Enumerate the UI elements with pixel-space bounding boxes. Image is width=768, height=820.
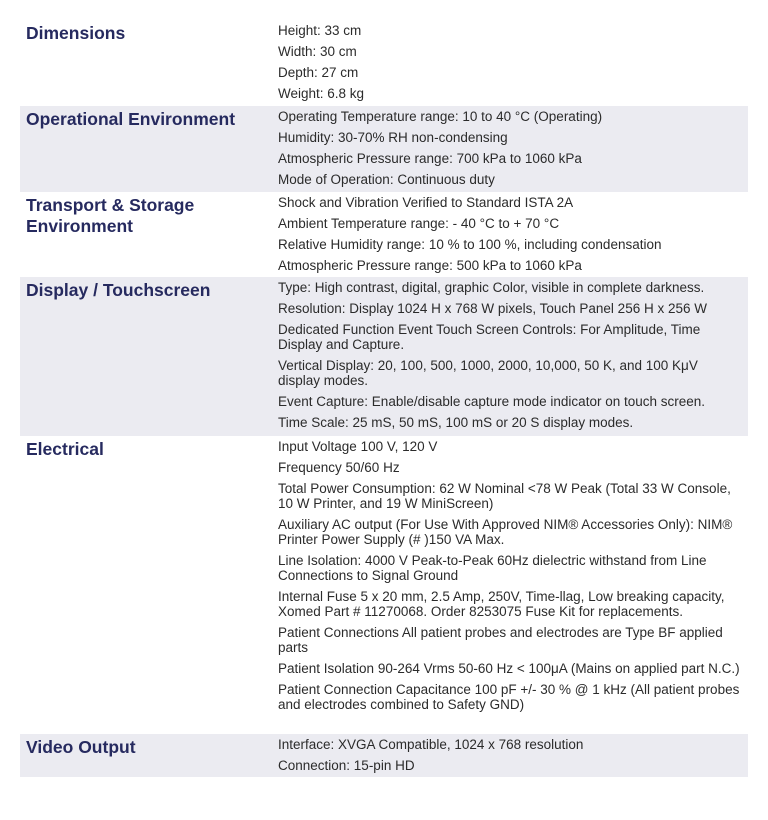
section-title: Dimensions xyxy=(26,23,126,43)
spec-item: Patient Connection Capacitance 100 pF +/- 30 % @ 1 kHz (All patient probes and electrodes combined to Safety GND) xyxy=(278,682,740,712)
spec-item: Line Isolation: 4000 V Peak-to-Peak 60Hz dielectric withstand from Line Connections to Signal Ground xyxy=(278,553,707,583)
spec-item: Weight: 6.8 kg xyxy=(278,86,365,101)
spec-item: Relative Humidity range: 10 % to 100 %, including condensation xyxy=(278,237,662,252)
section-items xyxy=(273,20,748,106)
section-dimensions xyxy=(20,20,748,106)
spec-item: Frequency 50/60 Hz xyxy=(278,460,400,475)
section-items xyxy=(273,106,748,192)
spec-item: Total Power Consumption: 62 W Nominal <78 W Peak (Total 33 W Console, 10 W Printer, and 19 W MiniScreen) xyxy=(278,481,731,511)
spec-item: Vertical Display: 20, 100, 500, 1000, 2000, 10,000, 50 K, and 100 KμV display modes. xyxy=(278,358,698,388)
spec-item: Interface: XVGA Compatible, 1024 x 768 resolution xyxy=(278,737,584,752)
spec-item: Width: 30 cm xyxy=(278,44,357,59)
section-video-output xyxy=(20,734,748,777)
spec-sheet xyxy=(20,20,748,777)
section-title: Video Output xyxy=(26,737,136,757)
section-title: Electrical xyxy=(26,439,104,459)
spec-item: Operating Temperature range: 10 to 40 °C (Operating) xyxy=(278,109,603,124)
spec-item: Patient Isolation 90-264 Vrms 50-60 Hz < 100μA (Mains on applied part N.C.) xyxy=(278,661,740,676)
spec-item: Humidity: 30-70% RH non-condensing xyxy=(278,130,508,145)
spec-item: Atmospheric Pressure range: 700 kPa to 1060 kPa xyxy=(278,151,582,166)
spec-item: Connection: 15-pin HD xyxy=(278,758,415,773)
spec-item: Atmospheric Pressure range: 500 kPa to 1060 kPa xyxy=(278,258,582,273)
spec-item: Shock and Vibration Verified to Standard ISTA 2A xyxy=(278,195,574,210)
section-display-touchscreen xyxy=(20,277,748,436)
spec-item: Dedicated Function Event Touch Screen Controls: For Amplitude, Time Display and Capture. xyxy=(278,322,701,352)
section-operational-environment xyxy=(20,106,748,192)
section-electrical xyxy=(20,436,748,734)
spec-item: Patient Connections All patient probes and electrodes are Type BF applied parts xyxy=(278,625,723,655)
section-title: Display / Touchscreen xyxy=(26,280,211,300)
spec-item: Resolution: Display 1024 H x 768 W pixels, Touch Panel 256 H x 256 W xyxy=(278,301,707,316)
spec-item: Depth: 27 cm xyxy=(278,65,359,80)
section-items xyxy=(273,436,748,734)
spec-item: Internal Fuse 5 x 20 mm, 2.5 Amp, 250V, Time-llag, Low breaking capacity, Xomed Part # 11270068. Order 8253075 Fuse Kit for replacements. xyxy=(278,589,725,619)
spec-item: Mode of Operation: Continuous duty xyxy=(278,172,495,187)
spec-item: Event Capture: Enable/disable capture mode indicator on touch screen. xyxy=(278,394,706,409)
section-items xyxy=(273,277,748,436)
section-items xyxy=(273,192,748,277)
spec-item: Input Voltage 100 V, 120 V xyxy=(278,439,438,454)
section-title: Operational Environment xyxy=(26,109,236,129)
spec-item: Auxiliary AC output (For Use With Approved NIM® Accessories Only): NIM® Printer Power Supply (# )150 VA Max. xyxy=(278,517,733,547)
spec-item: Type: High contrast, digital, graphic Color, visible in complete darkness. xyxy=(278,280,705,295)
spec-item: Time Scale: 25 mS, 50 mS, 100 mS or 20 S display modes. xyxy=(278,415,634,430)
section-transport-storage xyxy=(20,192,748,277)
spec-item: Ambient Temperature range: - 40 °C to + 70 °C xyxy=(278,216,560,231)
section-title: Transport & Storage Environment xyxy=(26,195,195,236)
spec-item: Height: 33 cm xyxy=(278,23,362,38)
section-items xyxy=(273,734,748,777)
